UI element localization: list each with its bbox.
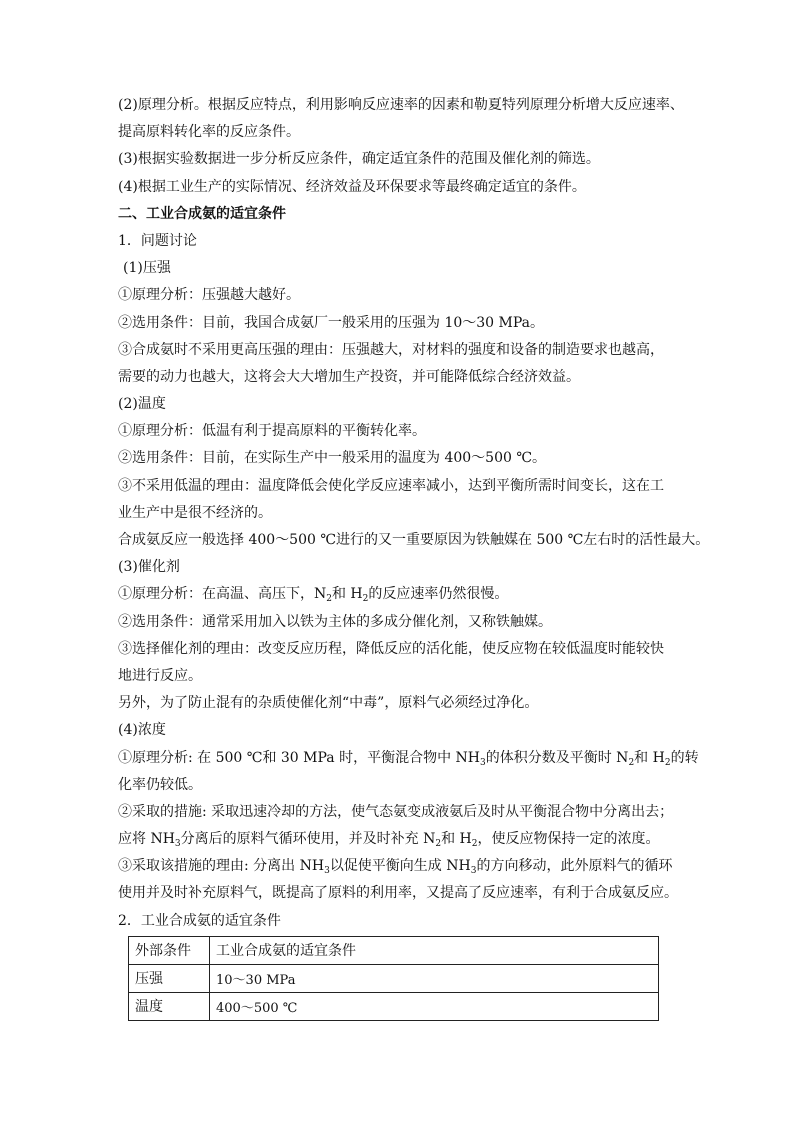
- table-cell: 400～500 ℃: [210, 992, 659, 1020]
- paragraph: 业生产中是很不经济的。: [118, 504, 272, 521]
- paragraph: 合成氨反应一般选择 400～500 ℃进行的又一重要原因为铁触媒在 500 ℃左右时的活性最大。: [118, 532, 710, 548]
- item-heading-concentration: (4)浓度: [118, 722, 166, 739]
- table-cell: 压强: [129, 964, 210, 992]
- item-heading-pressure: (1)压强: [123, 260, 171, 277]
- item-heading-temperature: (2)温度: [118, 396, 166, 413]
- paragraph: ③不采用低温的理由：温度降低会使化学反应速率减小，达到平衡所需时间变长，这在工: [118, 477, 664, 494]
- paragraph: ②选用条件：通常采用加入以铁为主体的多成分催化剂，又称铁触媒。: [118, 613, 552, 630]
- paragraph: (4)根据工业生产的实际情况、经济效益及环保要求等最终确定适宜的条件。: [118, 178, 586, 195]
- paragraph: 需要的动力也越大，这将会大大增加生产投资，并可能降低综合经济效益。: [118, 368, 580, 385]
- paragraph: ②采取的措施: 采取迅速冷却的方法，使气态氨变成液氨后及时从平衡混合物中分离出去；: [118, 803, 674, 820]
- paragraph: ②选用条件：目前，我国合成氨厂一般采用的压强为 10～30 MPa。: [118, 314, 545, 331]
- subsection-heading: 1．问题讨论: [118, 232, 197, 249]
- paragraph: 应将 $NH_3$分离后的原料气循环使用，并及时补充 $N_2$和 $H_2$，使反应物保持一定的浓度。: [118, 831, 660, 850]
- table-cell: 温度: [129, 992, 210, 1020]
- paragraph: ①原理分析：低温有利于提高原料的平衡转化率。: [118, 423, 426, 440]
- table-header-row: [129, 936, 659, 964]
- paragraph: ①原理分析：在高温、高压下，$N_2$和 $H_2$的反应速率仍然很慢。: [118, 586, 509, 605]
- conditions-table: [128, 936, 659, 1021]
- document-page: [118, 92, 710, 1021]
- paragraph: (3)根据实验数据进一步分析反应条件，确定适宜条件的范围及催化剂的筛选。: [118, 151, 600, 168]
- paragraph: ③采取该措施的理由: 分离出 $NH_3$以促使平衡向生成 $NH_3$的方向移动，此外原料气的循环: [118, 858, 673, 877]
- paragraph: ①原理分析: 在 500 ℃和 30 MPa 时，平衡混合物中 $NH_3$的体积分数及平衡时 $N_2$和 $H_2$的转: [118, 749, 699, 768]
- paragraph: (2)原理分析。根据反应特点，利用影响反应速率的因素和勒夏特列原理分析增大反应速率、: [118, 97, 684, 113]
- paragraph: 化率仍较低。: [118, 776, 202, 793]
- table-row: [129, 964, 659, 992]
- table-cell: 10～30 MPa: [210, 964, 659, 992]
- paragraph: ②选用条件：目前，在实际生产中一般采用的温度为 400～500 ℃。: [118, 450, 547, 467]
- table-header-cell: 外部条件: [129, 936, 210, 964]
- subsection-heading: 2．工业合成氨的适宜条件: [118, 912, 281, 929]
- paragraph: ①原理分析：压强越大越好。: [118, 287, 300, 304]
- section-heading: 二、工业合成氨的适宜条件: [118, 205, 286, 222]
- paragraph: ③合成氨时不采用更高压强的理由：压强越大，对材料的强度和设备的制造要求也越高，: [118, 341, 664, 358]
- paragraph: ③选择催化剂的理由：改变反应历程，降低反应的活化能，使反应物在较低温度时能较快: [118, 640, 664, 657]
- table-row: [129, 992, 659, 1020]
- paragraph: 使用并及时补充原料气，既提高了原料的利用率，又提高了反应速率，有利于合成氨反应。: [118, 885, 678, 902]
- paragraph: 另外，为了防止混有的杂质使催化剂“中毒”，原料气必须经过净化。: [118, 695, 539, 712]
- item-heading-catalyst: (3)催化剂: [118, 559, 180, 576]
- table-header-cell: 工业合成氨的适宜条件: [210, 936, 659, 964]
- paragraph: 地进行反应。: [118, 667, 202, 684]
- paragraph: 提高原料转化率的反应条件。: [118, 124, 300, 141]
